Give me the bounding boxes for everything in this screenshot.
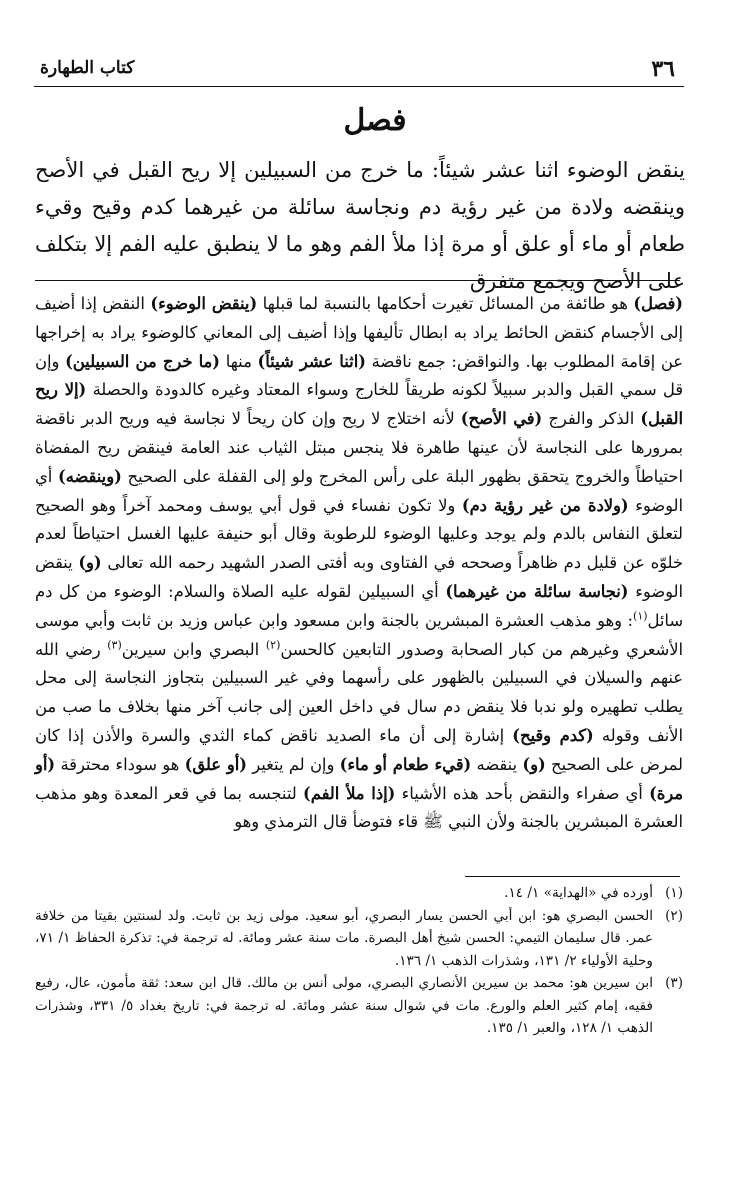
page-header [40, 52, 675, 88]
matn-quote: (ولادة من غير رؤية دم) [461, 495, 629, 515]
commentary-segment: أي الوضوء [35, 466, 683, 515]
commentary-segment: رضي الله عنهم والسيلان في السبيلين بالظهور على رأسهما وفي غير السبيلين بتجاوز النجاسة إلى محل يطلب تطهيره ولو ندبا فلا ينقض دم سال في داخل العين إلى جانب آخر منها بخلاف ما صب من الأنف وقوله [35, 639, 683, 745]
commentary-segment: ينقض الوضوء [35, 553, 683, 601]
matn-quote: (إلا ريح القبل) [35, 380, 683, 429]
matn-line: ينقض الوضوء اثنا عشر شيئاً: ما خرج من السبيلين إلا ريح القبل في الأصح [35, 158, 685, 182]
commentary-segment: هو سوداء محترقة [55, 754, 185, 774]
commentary-segment: الذكر والفرج [542, 409, 641, 429]
page-number: ٣٦ [651, 56, 675, 82]
matn-quote: (في الأصح) [460, 409, 543, 429]
footnote-number: (٢) [665, 907, 683, 924]
matn-quote: (قيء طعام أو ماء) [339, 754, 472, 774]
matn-text [35, 152, 685, 300]
running-title: كتاب الطهارة [40, 58, 135, 78]
commentary-segment: البصري وابن سيرين [121, 639, 266, 659]
matn-quote: (نجاسة سائلة من غيرهما) [445, 581, 629, 601]
footnote-text: الحسن البصري هو: ابن أبي الحسن يسار البصري، أبو سعيد. مولى زيد بن ثابت. ولد لسنتين بقيتا من خلافة عمر. قال سليمان التيمي: الحسن شيخ أهل البصرة. مات سنة عشر ومائة. له ترجمة في: تذكرة الحفاظ ١/ ٧١، وحلية الأولياء ٢/ ١٣١، وشذرات الذهب ١/ ١٣٦. [35, 907, 654, 969]
matn-quote: (و) [522, 754, 546, 774]
matn-quote: (وينقضه) [57, 466, 122, 486]
footnote-number: (١) [665, 885, 683, 901]
commentary-segment: وإن قل سمي القبل والدبر سبيلاً لكونه طريقاً للخارج وسواء المعتاد وغيره كالدودة والحصلة [35, 351, 683, 400]
footnote [35, 905, 683, 973]
commentary-text [35, 290, 683, 837]
commentary-segment: إشارة إلى أن ماء الصديد ناقض كماء الثدي والسرة والأذن إذا كان لمرض على الصحيح [35, 725, 683, 774]
commentary-segment: منها [219, 351, 258, 371]
commentary-segment: هو طائفة من المسائل تغيرت أحكامها بالنسبة لما قبلها [257, 294, 634, 313]
matn-quote: (اثنا عشر شيئاً) [257, 351, 366, 371]
matn-quote: (فصل) [633, 294, 683, 313]
matn-quote: (أو علق) [184, 754, 247, 774]
footnote-ref: (٣) [107, 638, 122, 652]
footnote-number: (٣) [665, 975, 683, 991]
matn-rule [35, 280, 680, 281]
footnote-ref: (٢) [265, 638, 281, 652]
matn-quote: (كدم وقيح) [512, 725, 594, 745]
commentary-segment: : وهو مذهب العشرة المبشرين بالجنة وابن مسعود وابن عباس وزيد بن ثابت وأبي موسى الأشعري وغيرهم من كبار الصحابة وصدور التابعين كالحسن [35, 610, 684, 659]
commentary-segment: وإن لم يتغير [246, 754, 340, 774]
commentary-segment: أي صفراء والنقض بأحد هذه الأشياء [395, 783, 650, 803]
footnote-text: أورده في «الهداية» ١/ ١٤. [504, 885, 653, 901]
commentary-segment: لأنه اختلاج لا ريح وإن كان ريحاً لا نجاسة فيه وريح الدبر ناقضة بمرورها على النجاسة لأن عينها طاهرة فلا ينجس مبتل الثياب عند العامة فينقض ريح المفضاة احتياطاً والخروج يتحقق بظهور البلة على رأس المخرج ولو إلى القفلة على الصحيح [35, 409, 683, 486]
matn-quote: (ما خرج من السبيلين) [65, 351, 220, 371]
header-rule [34, 86, 684, 87]
footnote-rule [465, 876, 680, 877]
matn-quote: (ينقض الوضوء) [150, 294, 258, 313]
footnote-text: ابن سيرين هو: محمد بن سيرين الأنصاري البصري، مولى أنس بن مالك. قال ابن سعد: ثقة مأمون، عال، رفيع فقيه، إمام كثير العلم والورع. مات في شوال سنة عشر ومائة. له ترجمة في: تاريخ بغداد ٥/ ٣٣١، وشذرات الذهب ١/ ١٢٨، والعبر ١/ ١٣٥. [35, 975, 654, 1036]
commentary-segment: أي السبيلين لقوله عليه الصلاة والسلام: الوضوء من كل دم سائل [35, 581, 683, 630]
commentary-segment: لتنجسه بما في قعر المعدة وهو مذهب العشرة المبشرين بالجنة ولأن النبي ﷺ قاء فتوضأ قال الترمذي وهو [35, 783, 683, 832]
commentary-segment: ينقضه [471, 754, 523, 774]
matn-line: علق أو مرة إذا ملأ الفم وهو ما لا ينطبق عليه الفم إلا بتكلف على الأصح ويجمع متفرق [35, 232, 685, 293]
footnote [35, 882, 683, 905]
matn-quote: (أو مرة) [35, 754, 684, 803]
matn-quote: (إذا ملأ الفم) [303, 783, 396, 803]
footnote-ref: (١) [633, 609, 648, 623]
commentary-segment: ولا تكون نفساء في قول أبي يوسف ومحمد آخراً وهو الصحيح لتعلق النفاس بالدم ولم يوجد وعليها الوضوء للرطوبة وقال أبو حنيفة عليها الغسل احتياطاً لعدم خلوّه عن قليل دم ظاهراً وصححه في الفتاوى وبه أفتى الصدر الشهيد رحمه الله تعالى [35, 495, 683, 573]
matn-quote: (و) [78, 553, 102, 573]
commentary-segment: النقض إذا أضيف إلى الأجسام كنقض الحائط يراد به ابطال تأليفها وإذا أضيف إلى المعاني كالوضوء يراد به إخراجها عن إقامة المطلوب بها. والنواقض: جمع ناقضة [35, 294, 683, 371]
matn-line: وينقضه ولادة من غير رؤية دم ونجاسة سائلة من غيرهما كدم وقيح وقيء طعام أو ماء أو [35, 195, 685, 256]
footnote [35, 972, 683, 1040]
footnotes [35, 882, 683, 1040]
section-title: فصل [343, 103, 407, 138]
